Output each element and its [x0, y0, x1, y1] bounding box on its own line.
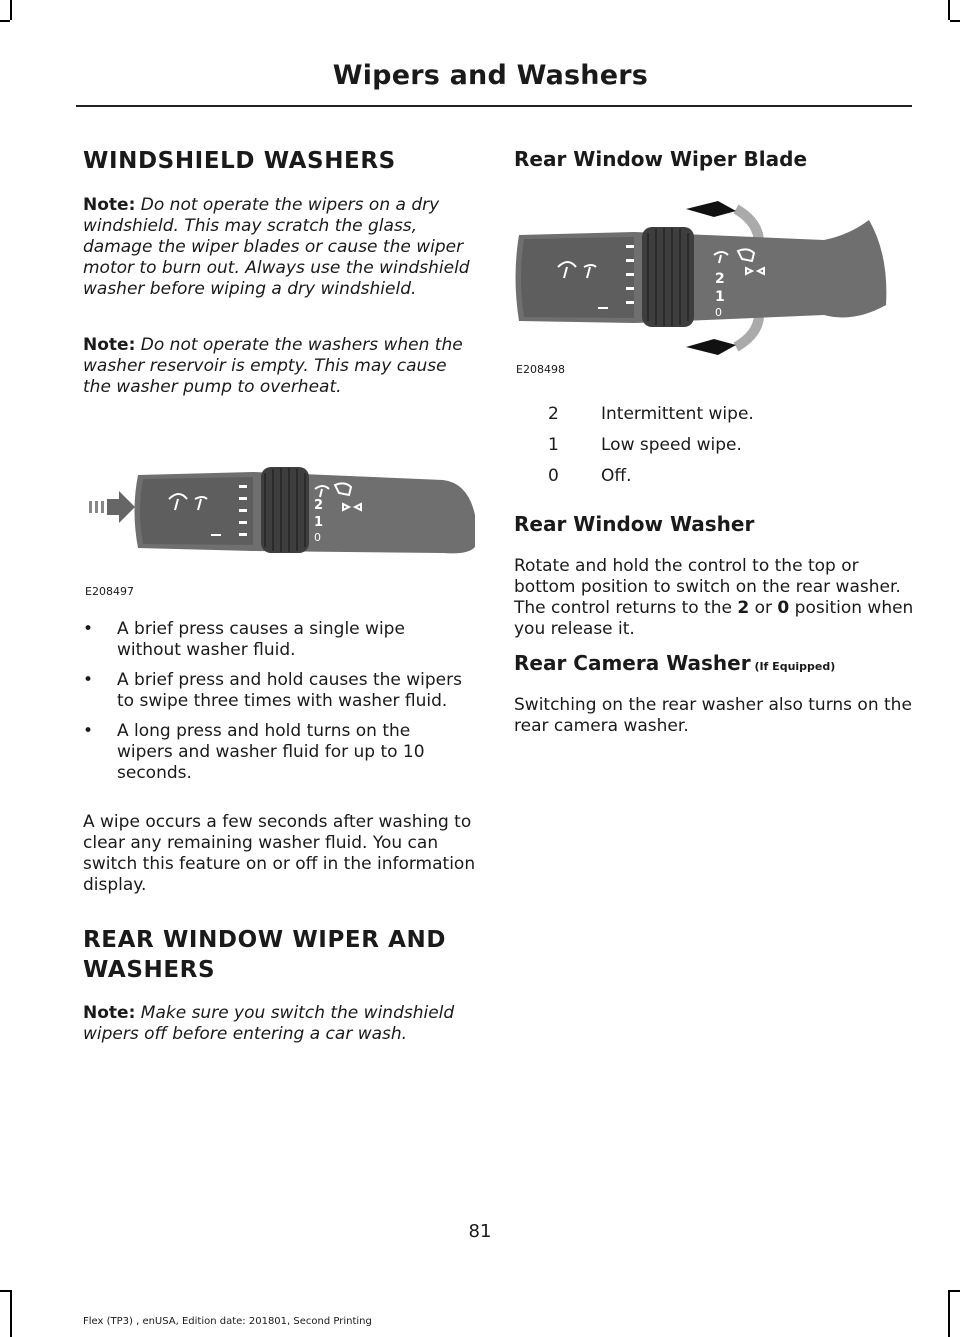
- stalk-mark-2: 2: [314, 498, 324, 513]
- stalk-mark-1: 1: [314, 515, 324, 530]
- paragraph-rear-washer: [514, 556, 914, 640]
- crop-mark: [948, 1290, 950, 1337]
- crop-mark: [950, 20, 960, 22]
- subheading-qualifier: (If Equipped): [750, 660, 836, 673]
- note-text: Do not operate the wipers on a dry windshield. This may scratch the glass, damage the wiper blades or cause the wiper motor to burn out. Always use the windshield washer before wiping a dry windshield.: [83, 195, 470, 299]
- figure-code: E208497: [85, 585, 134, 598]
- stalk-mark-1: 1: [715, 289, 725, 305]
- crop-mark: [0, 1290, 10, 1292]
- list-item: • A brief press causes a single wipe without washer fluid.: [83, 619, 463, 661]
- legend-value: Intermittent wipe.: [601, 404, 754, 424]
- figure-rear-wiper-stalk: [514, 195, 909, 380]
- stalk-mark-2: 2: [715, 271, 725, 287]
- note-label: Note:: [83, 335, 136, 355]
- rotate-up-arrow-icon: [686, 201, 736, 217]
- wiper-stalk-illustration: [83, 455, 478, 565]
- crop-mark: [10, 0, 12, 20]
- list-item: • A brief press and hold causes the wipers to swipe three times with washer fluid.: [83, 670, 463, 712]
- figure-code: E208498: [516, 363, 565, 376]
- figure-wiper-stalk-press: [83, 455, 478, 605]
- crop-mark: [950, 1290, 960, 1292]
- position-2-label: 2: [737, 598, 750, 618]
- legend-key: 0: [548, 466, 559, 486]
- list-item: • A long press and hold turns on the wipers and washer fluid for up to 10 seconds.: [83, 721, 463, 784]
- subheading-rear-wiper-blade: Rear Window Wiper Blade: [514, 147, 808, 171]
- edition-footer: Flex (TP3) , enUSA, Edition date: 201801, Second Printing: [83, 1316, 372, 1327]
- position-0-label: 0: [777, 598, 790, 618]
- section-heading-rear-wiper-line1: REAR WINDOW WIPER AND: [83, 927, 447, 953]
- text-run: or: [749, 598, 778, 618]
- note-dry-windshield: [83, 195, 478, 300]
- legend-key: 2: [548, 404, 559, 424]
- note-label: Note:: [83, 1003, 136, 1023]
- paragraph-wipe-after-washing: A wipe occurs a few seconds after washing to clear any remaining washer fluid. You can switch this feature on or off in the information display.: [83, 812, 476, 895]
- press-behavior-list: [83, 619, 463, 784]
- rear-wiper-stalk-illustration: [514, 195, 909, 360]
- legend-value: Off.: [601, 466, 632, 486]
- position-legend: [514, 404, 914, 494]
- page-header-title: Wipers and Washers: [332, 60, 648, 91]
- crop-mark: [10, 1290, 12, 1337]
- note-empty-reservoir: [83, 335, 463, 398]
- legend-key: 1: [548, 435, 559, 455]
- header-rule: [76, 105, 912, 107]
- section-heading-windshield-washers: WINDSHIELD WASHERS: [83, 148, 396, 174]
- legend-value: Low speed wipe.: [601, 435, 742, 455]
- stalk-mark-0: 0: [314, 531, 321, 544]
- text-run: position when you release it.: [514, 598, 914, 639]
- note-car-wash: [83, 1003, 478, 1045]
- crop-mark: [0, 20, 10, 22]
- stalk-mark-0: 0: [715, 306, 722, 319]
- subheading-main: Rear Camera Washer: [514, 651, 751, 675]
- subheading-rear-camera-washer: [514, 651, 835, 675]
- subheading-rear-window-washer: Rear Window Washer: [514, 512, 755, 536]
- section-heading-rear-wiper-line2: WASHERS: [83, 957, 216, 983]
- note-text: Make sure you switch the windshield wipers off before entering a car wash.: [83, 1003, 455, 1044]
- rotate-down-arrow-icon: [686, 339, 736, 355]
- paragraph-rear-camera-washer: Switching on the rear washer also turns on the rear camera washer.: [514, 695, 912, 736]
- press-arrow-icon: [89, 491, 135, 523]
- text-run: Rotate and hold the control to the top or bottom position to switch on the rear washer. The control returns to the: [514, 556, 901, 618]
- note-label: Note:: [83, 195, 136, 215]
- note-text: Do not operate the washers when the washer reservoir is empty. This may cause the washer pump to overheat.: [83, 335, 463, 397]
- crop-mark: [948, 0, 950, 20]
- page-number: 81: [468, 1221, 492, 1242]
